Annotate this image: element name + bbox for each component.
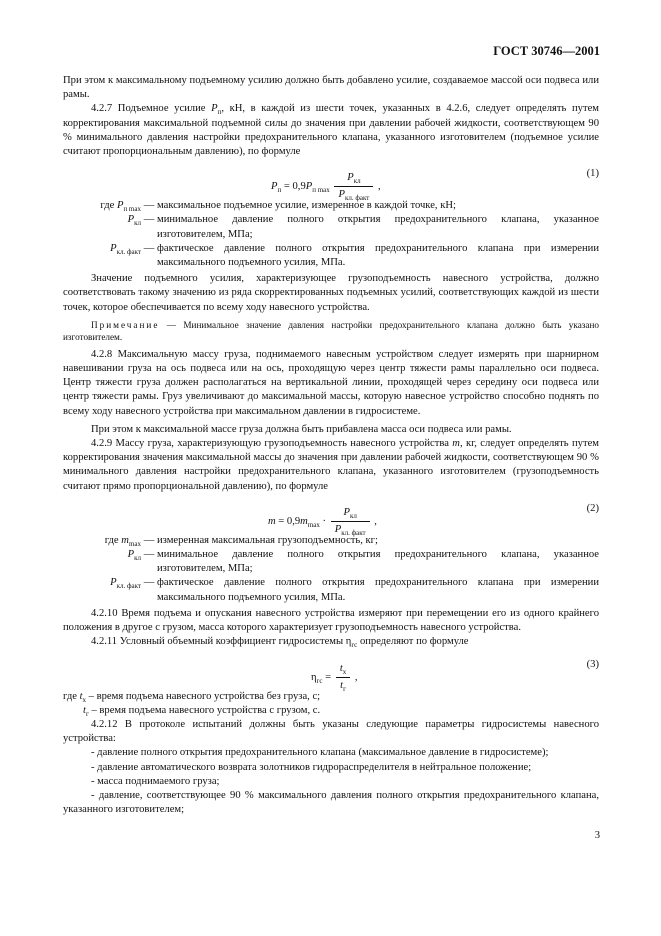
formula-1-number: (1) <box>586 168 599 180</box>
list-item: - давление полного открытия предохранительного клапана (максимальное давление в гидросистеме); <box>91 747 549 759</box>
note: Примечание — Минимальное значение давления настройки предохранительного клапана должно быть указано изготовителем. <box>63 319 599 343</box>
paragraph-4-2-11: 4.2.11 Условный объемный коэффициент гидросистемы $\eta_{гс}$ определяют по формуле <box>91 636 469 650</box>
definition-tx: где $t_х$ – время подъема навесного устройства без груза, с; <box>63 690 321 704</box>
paragraph-4-2-8: 4.2.8 Максимальную массу груза, поднимаемого навесным устройством следует измерять при шарнирном навешивании груза на ось подвеса или на ось, проходящую через центр тяжести рамы параллельно оси подвеса. Центр тяжести груза должен располагаться на вертикальной линии, проходящей через середину оси подвеса или центр тяжести рамы. Груз увеличивают до максимальной массы, которую навесное устройство способно поднять по всему ходу навесного устройства при максимальном давлении в гидросистеме. <box>63 348 599 417</box>
paragraph-intro: При этом к максимальному подъемному усилию должно быть добавлено усилие, создаваемое массой оси подвеса или рамы. <box>63 75 599 101</box>
paragraph-4-2-12: 4.2.12 В протоколе испытаний должны быть указаны следующие параметры гидросистемы навесного устройства: <box>63 718 599 745</box>
paragraph-4-2-9: 4.2.9 Массу груза, характеризующую грузоподъемность навесного устройства m, кг, следует определять путем корректирования значения максимальной массы до значения при давлении рабочей жидкости, соответствующем 90 % минимального давления настройки предохранительного клапана, указанного изготовителем (грузоподъемность считают прямо пропорциональной давлению), по формуле <box>63 438 599 492</box>
page-header: ГОСТ 30746—2001 <box>493 44 600 58</box>
page-number: 3 <box>594 830 600 841</box>
definition-row: $P_{кл. факт}$ — фактическое давление полного открытия предохранительного клапана при измерении максимального подъемного усилия, МПа. <box>110 242 599 269</box>
list-item: - масса поднимаемого груза; <box>91 775 220 787</box>
formula-2: $m = 0,9m_{max}$ · $\frac{P_{кл}}{P_{кл. факт}}$ , (2) <box>268 502 599 538</box>
definition-row: $P_{кл. факт}$ — фактическое давление полного открытия предохранительного клапана при измерении максимального подъемного усилия, МПа. <box>110 577 599 603</box>
list-item: - давление автоматического возврата золотников гидрораспределителя в нейтральное положение; <box>91 761 532 773</box>
formula-2-number: (2) <box>586 502 599 514</box>
definitions-1 <box>63 199 599 270</box>
paragraph-mass: При этом к максимальной массе груза должна быть прибавлена масса оси подвеса или рамы. <box>91 423 512 435</box>
paragraph-value: Значение подъемного усилия, характеризующее грузоподъемность навесного устройства, должно соответствовать такому значению из ряда скорректированных подъемных усилий, соответствующих каждой из шести точек, которое обеспечивается по всему ходу навесного устройства. <box>63 273 599 313</box>
definition-row: $P_{кл}$ — минимальное давление полного открытия предохранительного клапана, указанное изготовителем, МПа; <box>127 214 599 240</box>
formula-3: $\eta_{гс}$ = $\frac{t_х}{t_г}$ , (3) <box>311 658 599 693</box>
definition-row: где $m_{max}$ — измеренная максимальная грузоподъемность, кг; <box>104 534 378 548</box>
paragraph-4-2-7: 4.2.7 Подъемное усилие $P_п$, кН, в каждой из шести точек, указанных в 4.2.6, следует определять путем корректирования максимальной подъемной силы до значения при давлении рабочей жидкости, соответствующем 90 % минимального давления настройки предохранительного клапана, указанного изготовителем (подъемное усилие считают пропорциональным давлению), по формуле <box>63 103 599 158</box>
document-body <box>63 74 599 817</box>
definition-row: $P_{кл}$ — минимальное давление полного открытия предохранительного клапана, указанное изготовителем, МПа; <box>127 549 599 575</box>
formula-1: $P_п = 0,9P_{п max}$ $\frac{P_{кл}}{P_{кл. факт}}$ , (1) <box>271 168 599 203</box>
definition-tg: $t_г$ – время подъема навесного устройства с грузом, с. <box>83 704 321 718</box>
definition-row: где $P_{п max}$ — максимальное подъемное усилие, измеренное в каждой точке, кН; <box>100 200 456 214</box>
definitions-2 <box>63 534 599 605</box>
list-item: - давление, соответствующее 90 % максимального давления полного открытия предохранительного клапана, указанного изготовителем; <box>63 789 599 816</box>
paragraph-4-2-10: 4.2.10 Время подъема и опускания навесного устройства измеряют при перемещении его из одного крайнего положения в другое с грузом, масса которого характеризует грузоподъемность навесного устройства. <box>63 607 599 634</box>
formula-3-number: (3) <box>586 658 599 670</box>
